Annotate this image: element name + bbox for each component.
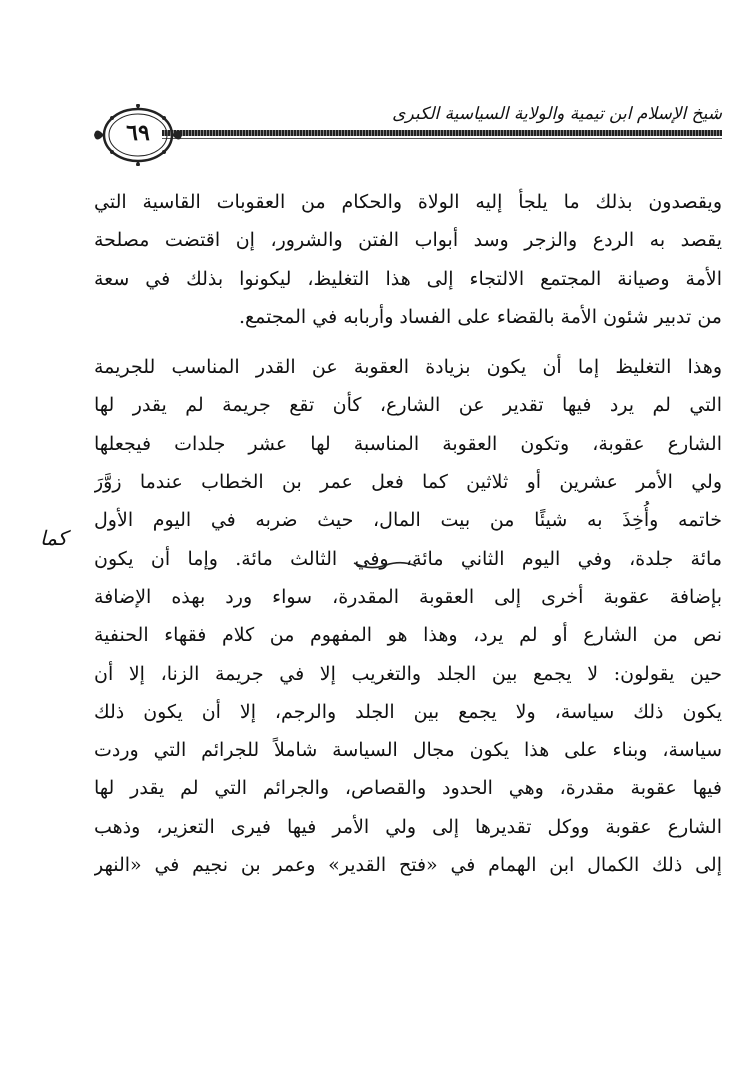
- text-line: ولي الأمر عشرين أو ثلاثين كما فعل عمر بن الخطاب عندما زوَّرَ: [94, 471, 722, 494]
- header-rule: [162, 130, 722, 136]
- text-line: مائة جلدة، وفي اليوم الثاني مائة، وفي الثالث مائة. وإما أن يكون: [94, 547, 722, 570]
- text-line: سياسة، وبناء على هذا يكون مجال السياسة شاملاً للجرائم التي وردت: [94, 739, 722, 762]
- main-text: [94, 183, 722, 884]
- running-title: شيخ الإسلام ابن تيمية والولاية السياسية الكبرى: [392, 104, 722, 124]
- text-line: نص من الشارع أو لم يرد، وهذا هو المفهوم من كلام فقهاء الحنفية: [94, 624, 722, 647]
- paragraph: [94, 348, 722, 884]
- text-line: فيها عقوبة مقدرة، وهي الحدود والقصاص، والجرائم التي لم يقدر لها: [94, 777, 722, 800]
- text-line: يكون ذلك سياسة، ولا يجمع بين الجلد والرجم، إلا أن يكون ذلك: [94, 700, 722, 723]
- paragraph: [94, 183, 722, 336]
- page-header: [92, 102, 722, 152]
- handwritten-margin-note: كما: [40, 526, 68, 550]
- text-line: الأمة وصيانة المجتمع الالتجاء إلى هذا التغليظ، ليكونوا بذلك في سعة: [94, 267, 722, 290]
- paragraph-gap: [94, 336, 722, 348]
- text-line: التي لم يرد فيها تقدير عن الشارع، كأن تقع جريمة لم يقدر لها: [94, 394, 722, 417]
- header-rule-thin: [162, 138, 722, 139]
- handwritten-underline-icon: [352, 556, 418, 568]
- text-line: وهذا التغليظ إما أن يكون بزيادة العقوبة عن القدر المناسب للجريمة: [94, 356, 722, 379]
- text-line: ويقصدون بذلك ما يلجأ إليه الولاة والحكام من العقوبات القاسية التي: [94, 191, 722, 213]
- text-line: يقصد به الردع والزجر وسد أبواب الفتن والشرور، إن اقتضت مصلحة: [94, 229, 722, 252]
- text-line: بإضافة عقوبة أخرى إلى العقوبة المقدرة، سواء ورد بهذه الإضافة: [94, 585, 722, 608]
- page-number: ٦٩: [126, 120, 150, 146]
- text-line: حين يقولون: لا يجمع بين الجلد والتغريب إلا في جريمة الزنا، إلا أن: [94, 662, 722, 685]
- text-line: إلى ذلك الكمال ابن الهمام في «فتح القدير» وعمر بن نجيم في «النهر: [94, 854, 722, 877]
- text-line: الشارع عقوبة، وتكون العقوبة المناسبة لها عشر جلدات فيجعلها: [94, 432, 722, 455]
- text-line: خاتمه وأُخِذَ به شيئًا من بيت المال، حيث ضربه في اليوم الأول: [94, 509, 722, 532]
- text-line: من تدبير شئون الأمة بالقضاء على الفساد وأربابه في المجتمع.: [239, 305, 722, 328]
- text-line: الشارع عقوبة ووكل تقديرها إلى ولي الأمر فيها فيرى التعزير، وذهب: [94, 815, 722, 838]
